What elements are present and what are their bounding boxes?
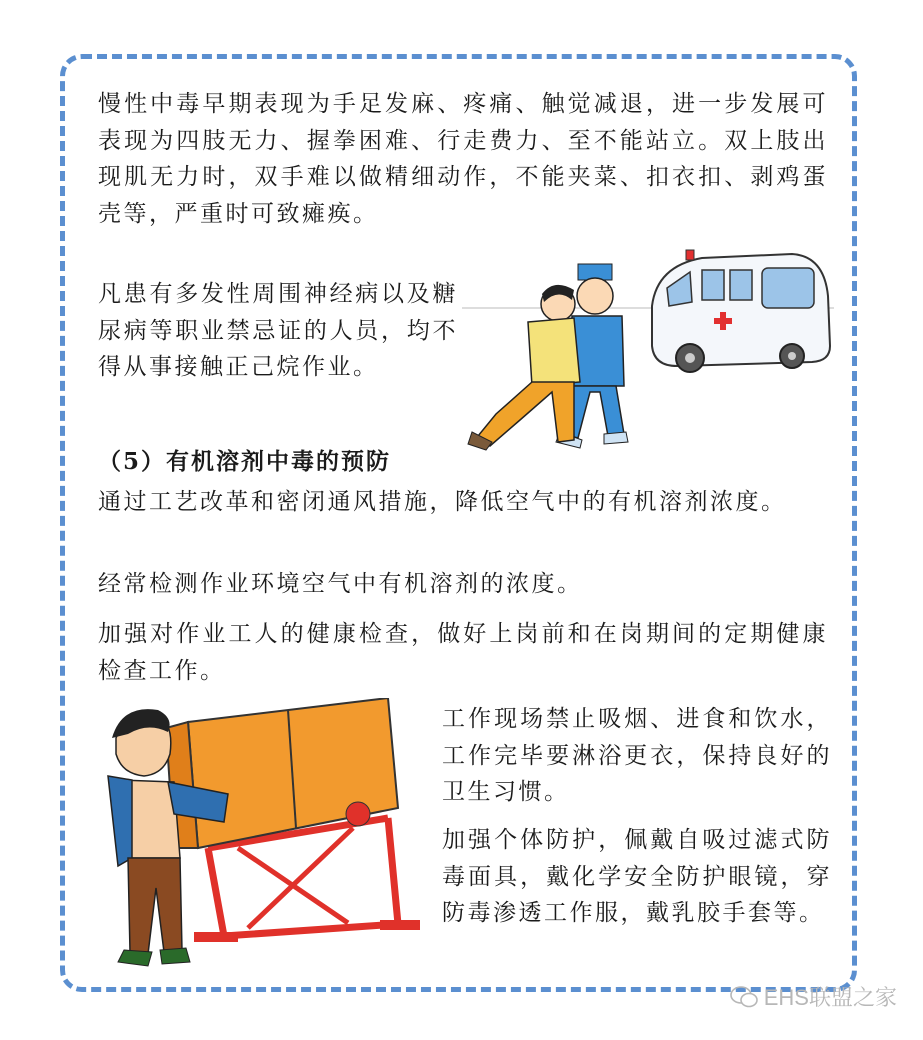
paragraph-monitoring: 经常检测作业环境空气中有机溶剂的浓度。	[98, 571, 583, 597]
paragraph-ventilation: 通过工艺改革和密闭通风措施，降低空气中的有机溶剂浓度。	[98, 489, 787, 515]
paragraph-hygiene: 工作现场禁止吸烟、进食和饮水，工作完毕要淋浴更衣，保持良好的卫生习惯。	[442, 706, 832, 805]
paragraph-chronic-symptoms: 慢性中毒早期表现为手足发麻、疼痛、触觉减退，进一步发展可表现为四肢无力、握拳困难、行走费力、至不能站立。双上肢出现肌无力时，双手难以做精细动作，不能夹菜、扣衣扣、剥鸡蛋壳等，严重时可致瘫痪。	[98, 91, 828, 227]
paragraph-contraindications: 凡患有多发性周围神经病以及糖尿病等职业禁忌证的人员，均不得从事接触正己烷作业。	[98, 281, 458, 380]
watermark-text: EHS联盟之家	[763, 985, 897, 1010]
worker-illustration	[88, 698, 428, 980]
paragraph-health-checks: 加强对作业工人的健康检查，做好上岗前和在岗期间的定期健康检查工作。	[98, 621, 828, 684]
section-heading: （5）有机溶剂中毒的预防	[98, 448, 392, 475]
ambulance-illustration	[462, 236, 834, 456]
watermark	[730, 981, 897, 1012]
paragraph-protection: 加强个体防护，佩戴自吸过滤式防毒面具，戴化学安全防护眼镜，穿防毒渗透工作服，戴乳胶手套等。	[442, 827, 832, 926]
patient-figure	[468, 285, 580, 450]
ambulance-icon	[652, 250, 830, 372]
wechat-icon	[730, 986, 758, 1008]
